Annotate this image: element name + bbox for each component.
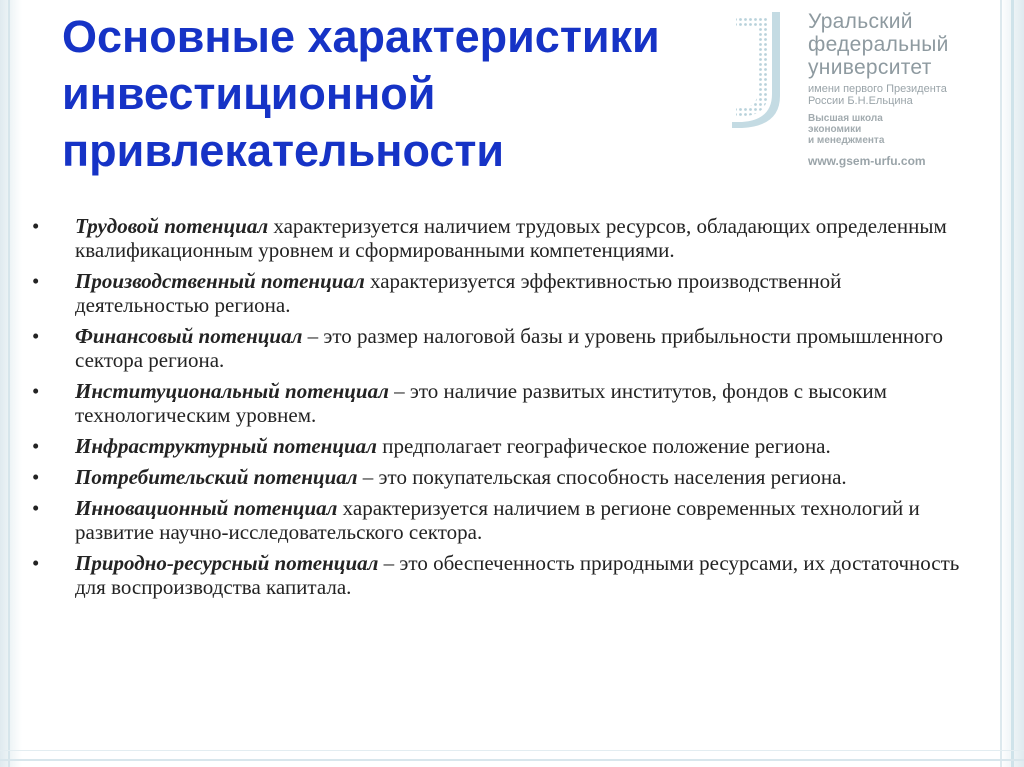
item-term: Потребительский потенциал [75, 465, 358, 489]
item-description: характеризуется эффективностью производственной деятельностью региона. [75, 269, 842, 317]
dedication-line: России Б.Н.Ельцина [808, 95, 913, 107]
item-description: – это обеспеченность природными ресурсами, их достаточность для воспроизводства капитала. [75, 551, 960, 599]
school-name-line: и менеджмента [808, 135, 885, 146]
list-item [30, 324, 970, 372]
frame-line-left [8, 0, 10, 767]
item-term: Природно-ресурсный потенциал [75, 551, 379, 575]
bullet-icon: • [32, 214, 40, 238]
school-name-line: экономики [808, 124, 862, 135]
university-name-line: Уральский [808, 10, 913, 33]
school-url: www.gsem-urfu.com [808, 154, 926, 168]
list-item [30, 551, 970, 599]
list-item [30, 434, 970, 458]
item-term: Финансовый потенциал [75, 324, 303, 348]
title-line: инвестиционной [62, 68, 436, 119]
list-item [30, 379, 970, 427]
university-logo-icon [728, 12, 804, 132]
frame-line-right [1011, 0, 1014, 767]
item-term: Институциональный потенциал [75, 379, 389, 403]
bullet-icon: • [32, 551, 40, 575]
item-term: Трудовой потенциал [75, 214, 269, 238]
list-item [30, 465, 970, 489]
item-description: – это покупательская способность населения региона. [357, 465, 847, 489]
university-logo-text [808, 10, 1008, 168]
bullet-icon: • [32, 434, 40, 458]
bullet-icon: • [32, 379, 40, 403]
school-name-line: Высшая школа [808, 113, 883, 124]
item-description: предполагает географическое положение региона. [376, 434, 831, 458]
item-term: Производственный потенциал [75, 269, 365, 293]
bullet-icon: • [32, 269, 40, 293]
title-line: Основные характеристики [62, 11, 660, 62]
slide-title [62, 8, 782, 179]
frame-line-bottom [0, 759, 1024, 761]
item-description: – это наличие развитых институтов, фондов с высоким технологическим уровнем. [75, 379, 887, 427]
item-description: характеризуется наличием трудовых ресурсов, обладающих определенным квалификационным уровнем и сформированными компетенциями. [75, 214, 947, 262]
university-dedication [808, 83, 1008, 107]
university-name [808, 10, 1008, 79]
bullet-icon: • [32, 496, 40, 520]
university-name-line: университет [808, 56, 932, 79]
item-description: – это размер налоговой базы и уровень прибыльности промышленного сектора региона. [75, 324, 943, 372]
characteristics-list [30, 214, 970, 606]
bullet-icon: • [32, 324, 40, 348]
item-description: характеризуется наличием в регионе современных технологий и развитие научно-исследовательского сектора. [75, 496, 920, 544]
list-item [30, 214, 970, 262]
list-item [30, 269, 970, 317]
list-item [30, 496, 970, 544]
dedication-line: имени первого Президента [808, 83, 947, 95]
item-term: Инновационный потенциал [75, 496, 338, 520]
item-term: Инфраструктурный потенциал [75, 434, 377, 458]
frame-line-bottom-inner [0, 750, 1024, 751]
university-name-line: федеральный [808, 33, 949, 56]
school-name [808, 113, 1008, 146]
title-line: привлекательности [62, 125, 505, 176]
bullet-icon: • [32, 465, 40, 489]
